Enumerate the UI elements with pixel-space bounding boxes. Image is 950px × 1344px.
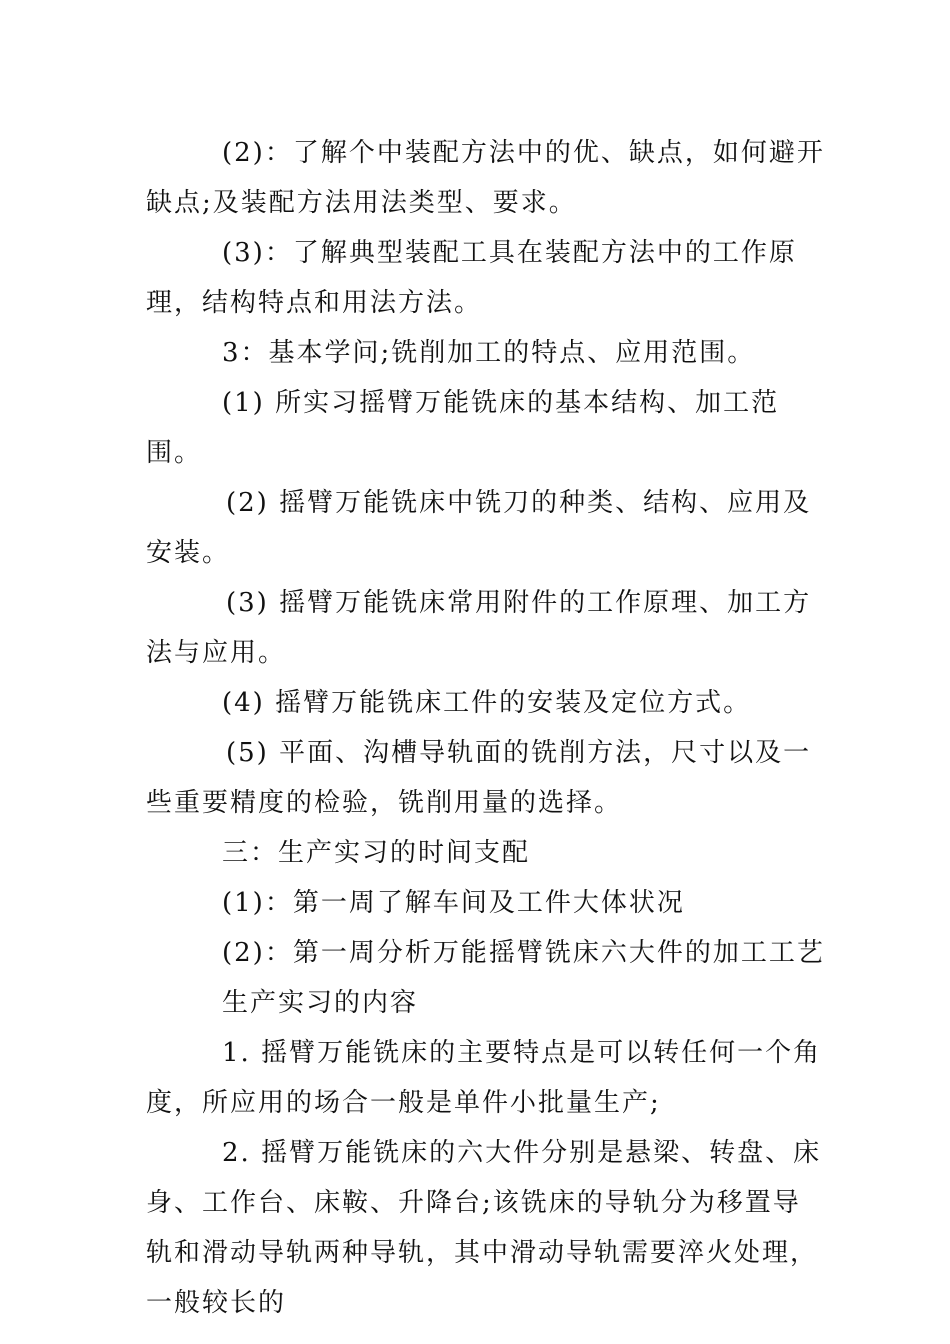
paragraph-basic-knowledge: 3：基本学问;铣削加工的特点、应用范围。 xyxy=(222,338,756,368)
section-heading-content: 生产实习的内容 xyxy=(222,988,419,1018)
paragraph-week-one-overview: (1)：第一周了解车间及工件大体状况 xyxy=(222,888,685,918)
paragraph-assembly-tools: (3)：了解典型装配工具在装配方法中的工作原理，结构特点和用法方法。 xyxy=(146,238,797,318)
section-heading-schedule: 三：生产实习的时间支配 xyxy=(222,838,531,868)
paragraph-accessories: (3) 摇臂万能铣床常用附件的工作原理、加工方法与应用。 xyxy=(146,588,812,668)
paragraph-machine-structure: (1) 所实习摇臂万能铣床的基本结构、加工范围。 xyxy=(146,388,780,468)
document-body xyxy=(146,128,826,1328)
paragraph-assembly-methods: (2)：了解个中装配方法中的优、缺点，如何避开缺点;及装配方法用法类型、要求。 xyxy=(146,138,825,218)
paragraph-six-components: 2. 摇臂万能铣床的六大件分别是悬梁、转盘、床身、工作台、床鞍、升降台;该铣床的导轨分为移置导轨和滑动导轨两种导轨，其中滑动导轨需要淬火处理，一般较长的 xyxy=(146,1138,822,1318)
paragraph-workpiece-mounting: (4) 摇臂万能铣床工件的安装及定位方式。 xyxy=(222,688,752,718)
paragraph-milling-cutters: (2) 摇臂万能铣床中铣刀的种类、结构、应用及安装。 xyxy=(146,488,812,568)
paragraph-milling-methods: (5) 平面、沟槽导轨面的铣削方法，尺寸以及一些重要精度的检验，铣削用量的选择。 xyxy=(146,738,812,818)
paragraph-week-one-analysis: (2)：第一周分析万能摇臂铣床六大件的加工工艺 xyxy=(222,938,825,968)
paragraph-main-features: 1. 摇臂万能铣床的主要特点是可以转任何一个角度，所应用的场合一般是单件小批量生产; xyxy=(146,1038,822,1118)
